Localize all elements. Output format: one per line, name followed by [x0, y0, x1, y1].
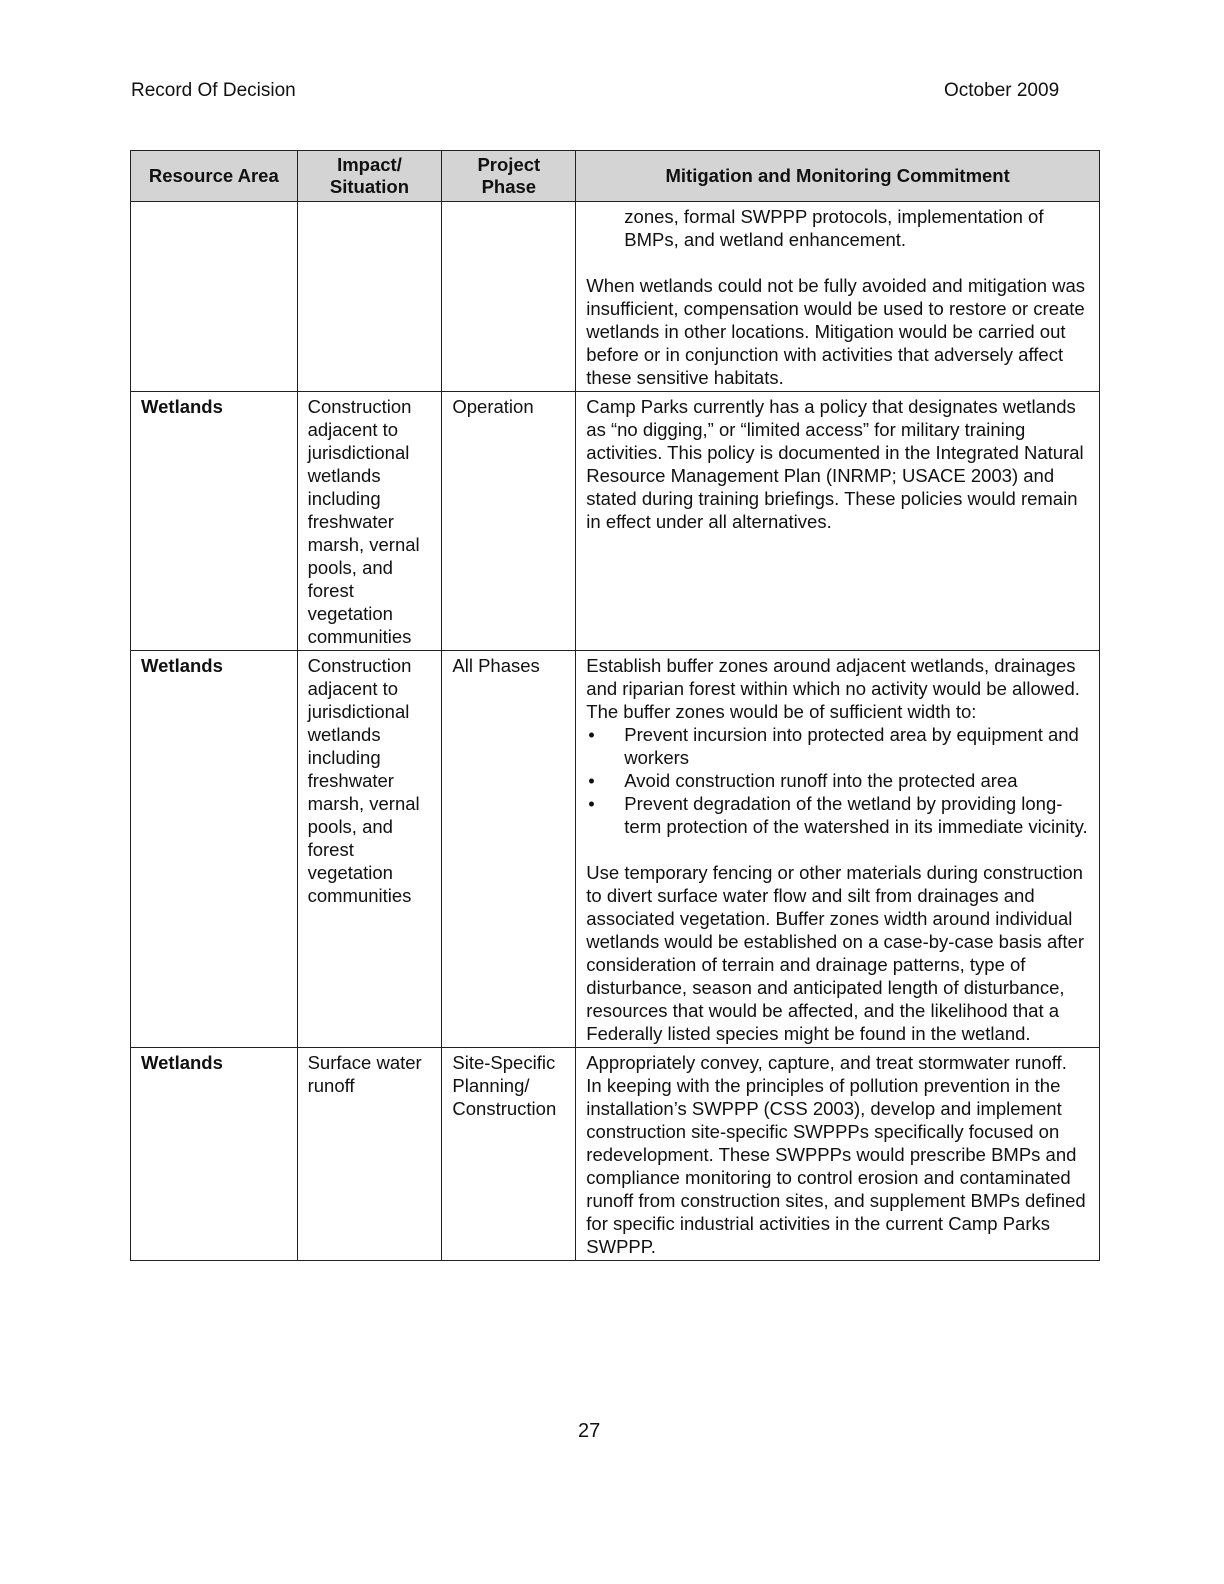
column-header-resource-area: Resource Area	[131, 151, 298, 202]
cell-resource	[131, 202, 298, 392]
document-header-date: October 2009	[944, 80, 1060, 101]
cell-resource: Wetlands	[131, 651, 298, 1048]
mitigation-paragraph: When wetlands could not be fully avoided and mitigation was insufficient, compensation would be used to restore or create wetlands in other locations. Mitigation would be carried out before or in conjunction with activities that adversely affect these sensitive habitats.	[586, 275, 1086, 388]
table-row	[131, 651, 1100, 1048]
cell-impact: Construction adjacent to jurisdictional wetlands including freshwater marsh, vernal pools, and forest vegetation communities	[297, 392, 442, 651]
cell-mitigation	[576, 1048, 1100, 1261]
bullet-list	[586, 723, 1091, 838]
cell-impact: Surface water runoff	[297, 1048, 442, 1261]
bullet-item: • Prevent degradation of the wetland by providing long-term protection of the watershed in its immediate vicinity.	[586, 792, 1091, 838]
cell-impact: Construction adjacent to jurisdictional wetlands including freshwater marsh, vernal pools, and forest vegetation communities	[297, 651, 442, 1048]
mitigation-intro: Establish buffer zones around adjacent wetlands, drainages and riparian forest within which no activity would be allowed. The buffer zones would be of sufficient width to:	[586, 655, 1080, 722]
mitigation-line: Appropriately convey, capture, and treat stormwater runoff.	[586, 1052, 1067, 1073]
mitigation-paragraph: In keeping with the principles of pollution prevention in the installation’s SWPPP (CSS 2003), develop and implement construction site-specific SWPPPs specifically focused on redevelopment. These SWPPPs would prescribe BMPs and compliance monitoring to control erosion and contaminated runoff from construction sites, and supplement BMPs defined for specific industrial activities in the current Camp Parks SWPPP.	[586, 1075, 1086, 1257]
cell-mitigation	[576, 651, 1100, 1048]
cell-phase: All Phases	[442, 651, 576, 1048]
mitigation-table	[130, 150, 1100, 1261]
cell-resource: Wetlands	[131, 1048, 298, 1261]
bullet-item: • Prevent incursion into protected area by equipment and workers	[586, 723, 1091, 769]
mitigation-paragraph: Use temporary fencing or other materials during construction to divert surface water flow and silt from drainages and associated vegetation. Buffer zones width around individual wetlands would be established on a case-by-case basis after consideration of terrain and drainage patterns, type of disturbance, season and anticipated length of disturbance, resources that would be affected, and the likelihood that a Federally listed species might be found in the wetland.	[586, 862, 1085, 1044]
continuation-text: zones, formal SWPPP protocols, implementation of BMPs, and wetland enhancement.	[624, 206, 1044, 250]
cell-phase: Site-Specific Planning/ Construction	[442, 1048, 576, 1261]
column-header-project-phase: Project Phase	[442, 151, 576, 202]
bullet-item: • Avoid construction runoff into the protected area	[586, 769, 1091, 792]
table-header-row	[131, 151, 1100, 202]
column-header-mitigation: Mitigation and Monitoring Commitment	[576, 151, 1100, 202]
table-row	[131, 392, 1100, 651]
cell-resource: Wetlands	[131, 392, 298, 651]
table-row	[131, 1048, 1100, 1261]
cell-phase	[442, 202, 576, 392]
page-number: 27	[578, 1420, 601, 1442]
cell-mitigation	[576, 202, 1100, 392]
table-row	[131, 202, 1100, 392]
column-header-impact: Impact/ Situation	[297, 151, 442, 202]
document-header-title: Record Of Decision	[131, 80, 296, 101]
cell-phase: Operation	[442, 392, 576, 651]
cell-mitigation: Camp Parks currently has a policy that designates wetlands as “no digging,” or “limited access” for military training activities. This policy is documented in the Integrated Natural Resource Management Plan (INRMP; USACE 2003) and stated during training briefings. These policies would remain in effect under all alternatives.	[576, 392, 1100, 651]
cell-impact	[297, 202, 442, 392]
